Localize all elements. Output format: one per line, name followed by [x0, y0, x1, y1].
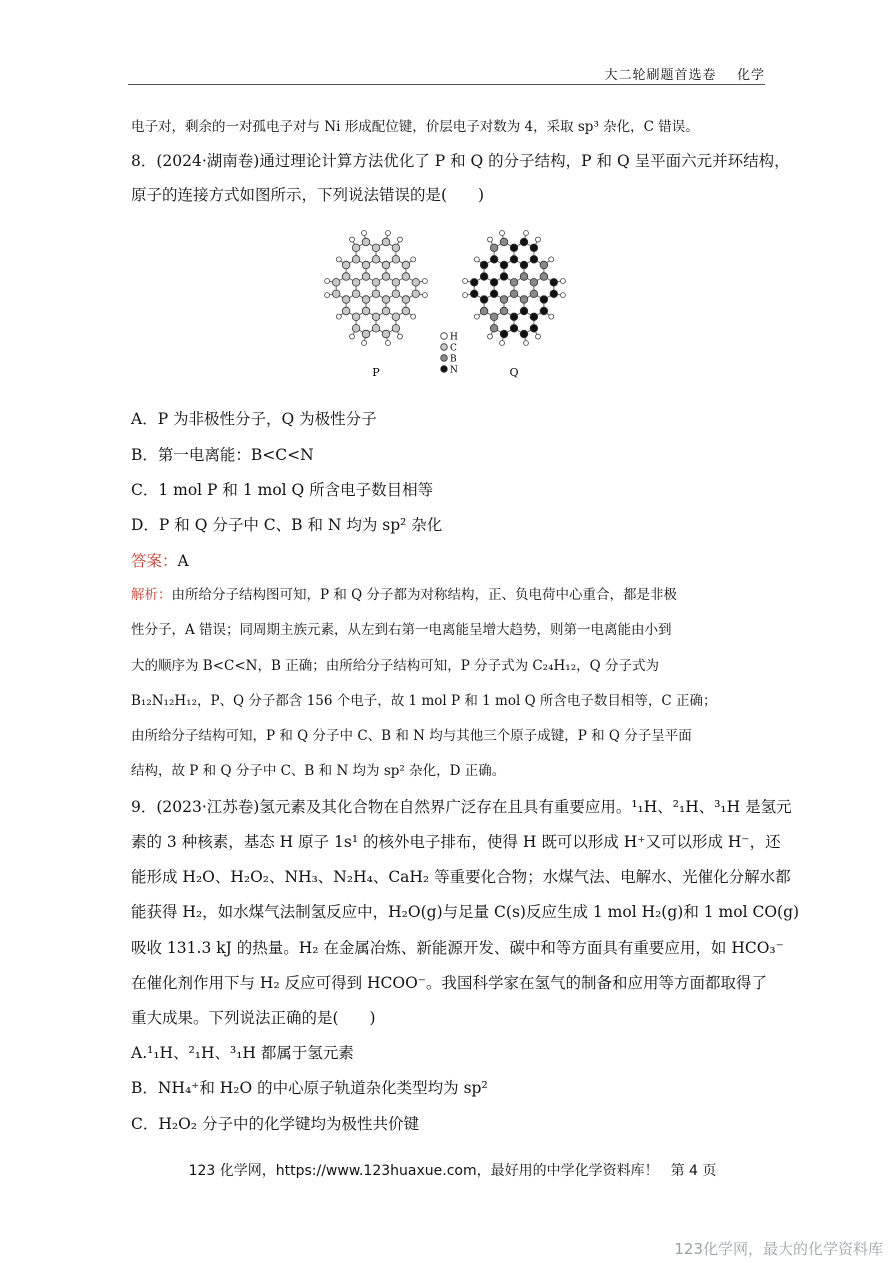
- carbon-atom: [362, 307, 370, 315]
- carbon-atom: [362, 296, 370, 304]
- question-9-stem: 素的 3 种核素，基态 H 原子 1s¹ 的核外电子排布，使得 H 既可以形成 H⁺又可以形成 H⁻，还: [131, 833, 781, 851]
- hydrogen-atom: [422, 278, 427, 283]
- text-line: 电子对，剩余的一对孤电子对与 Ni 形成配位键，价层电子对数为 4，采取 sp³ 杂化，C 错误。: [131, 119, 699, 135]
- hydrogen-atom: [325, 293, 330, 298]
- option-9a: A.¹₁H、²₁H、³₁H 都属于氢元素: [131, 1044, 354, 1062]
- boron-atom: [490, 244, 498, 252]
- explanation-line: 解析：由所给分子结构图可知，P 和 Q 分子都为对称结构，正、负电荷中心重合，都是非极: [131, 587, 678, 603]
- carbon-atom: [362, 273, 370, 281]
- hydrogen-atom: [411, 257, 416, 262]
- legend-swatch: [441, 344, 448, 351]
- legend-label: C: [450, 343, 457, 354]
- nitrogen-atom: [530, 244, 538, 252]
- boron-atom: [500, 296, 508, 304]
- question-9-stem: 能形成 H₂O、H₂O₂、NH₃、N₂H₄、CaH₂ 等重要化合物；水煤气法、电解水、光催化分解水都: [131, 868, 791, 886]
- carbon-atom: [402, 273, 410, 281]
- hydrogen-atom: [488, 237, 493, 242]
- boron-atom: [480, 307, 488, 315]
- carbon-atom: [382, 273, 390, 281]
- hydrogen-atom: [350, 334, 355, 339]
- carbon-atom: [382, 261, 390, 269]
- carbon-atom: [402, 296, 410, 304]
- page-header: [604, 64, 765, 83]
- carbon-atom: [392, 313, 400, 321]
- carbon-atom: [382, 296, 390, 304]
- carbon-atom: [392, 279, 400, 287]
- carbon-atom: [352, 313, 360, 321]
- boron-atom: [490, 325, 498, 333]
- question-8-stem: 8．(2024·湖南卷)通过理论计算方法优化了 P 和 Q 的分子结构，P 和 Q 呈平面六元并环结构，: [131, 152, 790, 170]
- answer-value: A: [177, 552, 189, 570]
- carbon-atom: [352, 279, 360, 287]
- carbon-atom: [332, 290, 340, 298]
- hydrogen-atom: [474, 257, 479, 262]
- nitrogen-atom: [470, 279, 478, 287]
- hydrogen-atom: [385, 231, 390, 236]
- nitrogen-atom: [520, 238, 528, 246]
- carbon-atom: [342, 307, 350, 315]
- nitrogen-atom: [480, 296, 488, 304]
- nitrogen-atom: [510, 256, 518, 264]
- carbon-atom: [372, 325, 380, 333]
- legend-swatch: [441, 366, 448, 373]
- question-9-stem: 9．(2023·江苏卷)氢元素及其化合物在自然界广泛存在且具有重要应用。¹₁H、²₁H、³₁H 是氢元: [131, 798, 792, 816]
- footer-text: 123 化学网，https://www.123huaxue.com，最好用的中学化学资料库！: [188, 1163, 659, 1179]
- hydrogen-atom: [500, 340, 505, 345]
- question-9-stem: 能获得 H₂，如水煤气法制氢反应中，H₂O(g)与足量 C(s)反应生成 1 mol H₂(g)和 1 mol CO(g): [131, 903, 800, 921]
- subject-label: 化学: [736, 68, 765, 83]
- question-8-stem-cont: 原子的连接方式如图所示，下列说法错误的是( ): [131, 186, 485, 204]
- explanation-line: 性分子，A 错误；同周期主族元素，从左到右第一电离能呈增大趋势，则第一电离能由小到: [131, 622, 672, 638]
- question-9-stem: 吸收 131.3 kJ 的热量。H₂ 在金属冶炼、新能源开发、碳中和等方面具有重要应用，如 HCO₃⁻: [131, 939, 784, 957]
- hydrogen-atom: [523, 340, 528, 345]
- legend-label: B: [450, 354, 457, 365]
- carbon-atom: [382, 330, 390, 338]
- legend-label: H: [450, 332, 458, 343]
- hydrogen-atom: [474, 314, 479, 319]
- hydrogen-atom: [350, 237, 355, 242]
- carbon-atom: [362, 330, 370, 338]
- carbon-atom: [392, 290, 400, 298]
- boron-atom: [510, 279, 518, 287]
- nitrogen-atom: [510, 325, 518, 333]
- boron-atom: [540, 273, 548, 281]
- carbon-atom: [412, 290, 420, 298]
- hydrogen-atom: [362, 340, 367, 345]
- nitrogen-atom: [520, 307, 528, 315]
- carbon-atom: [352, 256, 360, 264]
- carbon-atom: [332, 279, 340, 287]
- page-footer: [0, 1160, 893, 1180]
- carbon-atom: [402, 307, 410, 315]
- nitrogen-atom: [520, 261, 528, 269]
- carbon-atom: [382, 238, 390, 246]
- explanation-line: 由所给分子结构可知，P 和 Q 分子中 C、B 和 N 均与其他三个原子成键，P 和 Q 分子呈平面: [131, 728, 692, 744]
- hydrogen-atom: [549, 314, 554, 319]
- hydrogen-atom: [336, 314, 341, 319]
- carbon-atom: [382, 307, 390, 315]
- nitrogen-atom: [530, 256, 538, 264]
- option-d: D．P 和 Q 分子中 C、B 和 N 均为 sp² 杂化: [131, 516, 443, 534]
- hydrogen-atom: [397, 237, 402, 242]
- carbon-atom: [392, 256, 400, 264]
- carbon-atom: [352, 244, 360, 252]
- option-a: A．P 为非极性分子，Q 为极性分子: [131, 410, 377, 428]
- hydrogen-atom: [422, 293, 427, 298]
- hydrogen-atom: [535, 334, 540, 339]
- hydrogen-atom: [488, 334, 493, 339]
- hydrogen-atom: [560, 278, 565, 283]
- carbon-atom: [352, 325, 360, 333]
- boron-atom: [530, 279, 538, 287]
- nitrogen-atom: [490, 290, 498, 298]
- carbon-atom: [342, 273, 350, 281]
- carbon-atom: [362, 238, 370, 246]
- hydrogen-atom: [500, 231, 505, 236]
- page-number: 第 4 页: [670, 1163, 717, 1179]
- header-divider: [128, 84, 765, 85]
- nitrogen-atom: [500, 273, 508, 281]
- hydrogen-atom: [385, 340, 390, 345]
- carbon-atom: [372, 313, 380, 321]
- nitrogen-atom: [540, 296, 548, 304]
- option-9c: C．H₂O₂ 分子中的化学键均为极性共价键: [131, 1115, 419, 1133]
- carbon-atom: [372, 290, 380, 298]
- option-b: B．第一电离能：B<C<N: [131, 446, 314, 464]
- boron-atom: [520, 273, 528, 281]
- watermark: 123化学网，最大的化学资料库: [674, 1240, 883, 1258]
- boron-atom: [540, 261, 548, 269]
- boron-atom: [500, 307, 508, 315]
- hydrogen-atom: [549, 257, 554, 262]
- carbon-atom: [362, 261, 370, 269]
- carbon-atom: [402, 261, 410, 269]
- hydrogen-atom: [397, 334, 402, 339]
- boron-atom: [520, 296, 528, 304]
- hydrogen-atom: [535, 237, 540, 242]
- nitrogen-atom: [510, 313, 518, 321]
- nitrogen-atom: [540, 307, 548, 315]
- option-9b: B．NH₄⁺和 H₂O 的中心原子轨道杂化类型均为 sp²: [131, 1079, 488, 1097]
- label-q: Q: [509, 366, 519, 379]
- explanation-label: 解析：: [131, 587, 172, 603]
- boron-atom: [490, 313, 498, 321]
- boron-atom: [530, 290, 538, 298]
- option-c: C．1 mol P 和 1 mol Q 所含电子数目相等: [131, 481, 434, 499]
- nitrogen-atom: [480, 261, 488, 269]
- label-p: P: [372, 366, 380, 379]
- question-9-stem: 重大成果。下列说法正确的是( ): [131, 1009, 376, 1027]
- legend-label: N: [450, 365, 458, 376]
- carbon-atom: [392, 244, 400, 252]
- book-title: 大二轮刷题首选卷: [604, 68, 717, 83]
- question-9-stem: 在催化剂作用下与 H₂ 反应可得到 HCOO⁻。我国科学家在氢气的制备和应用等方面都取得了: [131, 974, 767, 992]
- legend-swatch: [441, 333, 448, 340]
- hydrogen-atom: [463, 278, 468, 283]
- nitrogen-atom: [480, 273, 488, 281]
- explanation-line: 结构，故 P 和 Q 分子中 C、B 和 N 均为 sp² 杂化，D 正确。: [131, 763, 506, 779]
- hydrogen-atom: [411, 314, 416, 319]
- carbon-atom: [372, 279, 380, 287]
- hydrogen-atom: [325, 278, 330, 283]
- carbon-atom: [342, 261, 350, 269]
- carbon-atom: [352, 290, 360, 298]
- nitrogen-atom: [500, 330, 508, 338]
- carbon-atom: [342, 296, 350, 304]
- carbon-atom: [372, 256, 380, 264]
- answer: [131, 550, 189, 572]
- answer-label: 答案：: [131, 552, 178, 570]
- nitrogen-atom: [490, 279, 498, 287]
- nitrogen-atom: [490, 256, 498, 264]
- nitrogen-atom: [500, 261, 508, 269]
- molecule-figure: [318, 228, 588, 383]
- boron-atom: [500, 238, 508, 246]
- nitrogen-atom: [550, 290, 558, 298]
- carbon-atom: [392, 325, 400, 333]
- hydrogen-atom: [336, 257, 341, 262]
- nitrogen-atom: [550, 279, 558, 287]
- carbon-atom: [412, 279, 420, 287]
- explanation-line: B₁₂N₁₂H₁₂，P、Q 分子都含 156 个电子，故 1 mol P 和 1 mol Q 所含电子数目相等，C 正确；: [131, 693, 717, 709]
- hydrogen-atom: [523, 231, 528, 236]
- nitrogen-atom: [510, 244, 518, 252]
- boron-atom: [510, 290, 518, 298]
- nitrogen-atom: [470, 290, 478, 298]
- nitrogen-atom: [530, 325, 538, 333]
- hydrogen-atom: [362, 231, 367, 236]
- explanation-line: 大的顺序为 B<C<N，B 正确；由所给分子结构可知，P 分子式为 C₂₄H₁₂，Q 分子式为: [131, 658, 659, 674]
- nitrogen-atom: [520, 330, 528, 338]
- legend-swatch: [441, 355, 448, 362]
- carbon-atom: [372, 244, 380, 252]
- nitrogen-atom: [530, 313, 538, 321]
- hydrogen-atom: [463, 293, 468, 298]
- hydrogen-atom: [560, 293, 565, 298]
